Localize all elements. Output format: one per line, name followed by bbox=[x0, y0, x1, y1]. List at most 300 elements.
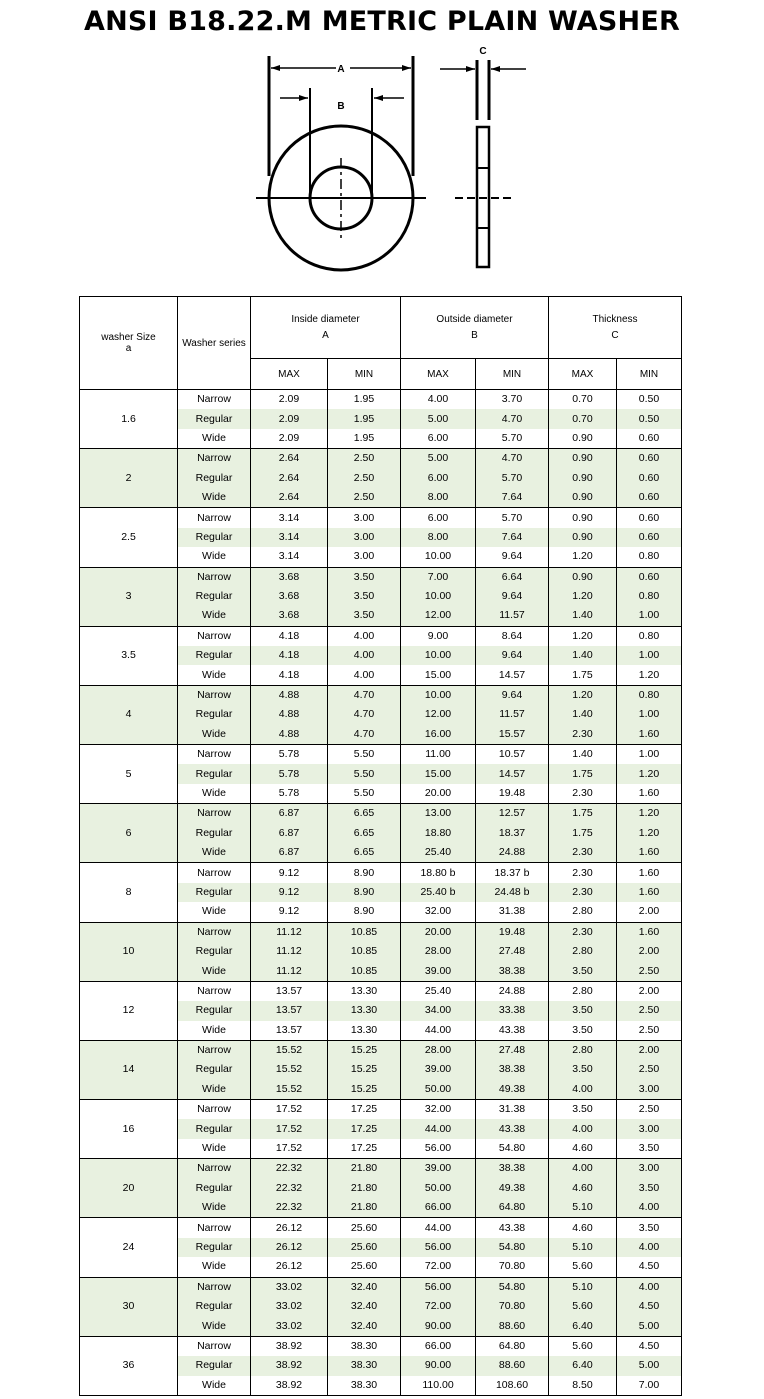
cell-series: Narrow bbox=[178, 449, 251, 469]
cell-series: Wide bbox=[178, 1257, 251, 1277]
cell-thickness-max: 2.30 bbox=[549, 883, 617, 902]
cell-thickness-min: 0.60 bbox=[617, 449, 682, 469]
cell-inside-max: 4.88 bbox=[251, 725, 328, 745]
cell-thickness-max: 3.50 bbox=[549, 1100, 617, 1120]
cell-inside-min: 38.30 bbox=[328, 1356, 401, 1375]
cell-outside-max: 72.00 bbox=[401, 1297, 476, 1316]
cell-series: Regular bbox=[178, 1238, 251, 1257]
header-thickness bbox=[549, 297, 682, 359]
cell-inside-min: 21.80 bbox=[328, 1179, 401, 1198]
cell-thickness-min: 0.80 bbox=[617, 626, 682, 646]
cell-inside-min: 10.85 bbox=[328, 942, 401, 961]
cell-inside-max: 33.02 bbox=[251, 1277, 328, 1297]
cell-thickness-max: 3.50 bbox=[549, 1060, 617, 1079]
cell-inside-min: 15.25 bbox=[328, 1080, 401, 1100]
cell-inside-max: 3.14 bbox=[251, 508, 328, 528]
cell-thickness-max: 1.20 bbox=[549, 587, 617, 606]
cell-outside-max: 10.00 bbox=[401, 685, 476, 705]
cell-series: Wide bbox=[178, 902, 251, 922]
cell-inside-max: 15.52 bbox=[251, 1040, 328, 1060]
cell-inside-min: 4.70 bbox=[328, 685, 401, 705]
cell-series: Regular bbox=[178, 409, 251, 428]
cell-inside-max: 22.32 bbox=[251, 1179, 328, 1198]
cell-inside-max: 17.52 bbox=[251, 1139, 328, 1159]
cell-thickness-max: 1.40 bbox=[549, 606, 617, 626]
cell-thickness-max: 4.00 bbox=[549, 1080, 617, 1100]
cell-outside-max: 56.00 bbox=[401, 1277, 476, 1297]
header-outside-max: MAX bbox=[401, 359, 476, 390]
cell-thickness-min: 0.60 bbox=[617, 429, 682, 449]
cell-outside-max: 7.00 bbox=[401, 567, 476, 587]
cell-thickness-min: 0.60 bbox=[617, 567, 682, 587]
cell-thickness-min: 5.00 bbox=[617, 1316, 682, 1336]
cell-thickness-max: 4.60 bbox=[549, 1218, 617, 1238]
cell-inside-max: 3.14 bbox=[251, 547, 328, 567]
cell-thickness-max: 6.40 bbox=[549, 1316, 617, 1336]
cell-series: Wide bbox=[178, 1139, 251, 1159]
cell-series: Regular bbox=[178, 1060, 251, 1079]
cell-thickness-min: 1.00 bbox=[617, 646, 682, 665]
cell-inside-max: 38.92 bbox=[251, 1336, 328, 1356]
cell-series: Narrow bbox=[178, 1100, 251, 1120]
cell-outside-min: 10.57 bbox=[476, 745, 549, 765]
label-b: B bbox=[337, 101, 345, 112]
cell-inside-min: 25.60 bbox=[328, 1238, 401, 1257]
cell-thickness-min: 1.00 bbox=[617, 606, 682, 626]
cell-thickness-min: 3.50 bbox=[617, 1218, 682, 1238]
cell-outside-max: 39.00 bbox=[401, 1159, 476, 1179]
cell-thickness-min: 4.50 bbox=[617, 1336, 682, 1356]
cell-thickness-min: 2.50 bbox=[617, 961, 682, 981]
cell-outside-max: 32.00 bbox=[401, 1100, 476, 1120]
cell-thickness-max: 1.20 bbox=[549, 626, 617, 646]
cell-inside-max: 9.12 bbox=[251, 883, 328, 902]
cell-outside-max: 50.00 bbox=[401, 1080, 476, 1100]
cell-inside-min: 21.80 bbox=[328, 1159, 401, 1179]
cell-series: Narrow bbox=[178, 1159, 251, 1179]
cell-thickness-max: 0.90 bbox=[549, 488, 617, 508]
cell-series: Regular bbox=[178, 1001, 251, 1020]
cell-thickness-min: 1.00 bbox=[617, 705, 682, 724]
cell-series: Regular bbox=[178, 528, 251, 547]
cell-outside-min: 15.57 bbox=[476, 725, 549, 745]
cell-washer-size: 10 bbox=[80, 922, 178, 981]
cell-outside-max: 5.00 bbox=[401, 409, 476, 428]
cell-inside-min: 32.40 bbox=[328, 1316, 401, 1336]
cell-inside-max: 11.12 bbox=[251, 942, 328, 961]
cell-outside-min: 9.64 bbox=[476, 685, 549, 705]
cell-inside-max: 3.68 bbox=[251, 567, 328, 587]
cell-outside-min: 24.88 bbox=[476, 981, 549, 1001]
table-row bbox=[80, 1277, 682, 1297]
cell-series: Wide bbox=[178, 1198, 251, 1218]
cell-outside-min: 64.80 bbox=[476, 1198, 549, 1218]
cell-outside-max: 10.00 bbox=[401, 547, 476, 567]
cell-inside-min: 13.30 bbox=[328, 1001, 401, 1020]
header-washer-series: Washer series bbox=[178, 297, 251, 390]
cell-outside-max: 39.00 bbox=[401, 1060, 476, 1079]
cell-thickness-max: 1.75 bbox=[549, 824, 617, 843]
cell-outside-max: 39.00 bbox=[401, 961, 476, 981]
cell-outside-min: 14.57 bbox=[476, 665, 549, 685]
cell-outside-max: 15.00 bbox=[401, 665, 476, 685]
cell-inside-max: 2.64 bbox=[251, 488, 328, 508]
cell-series: Regular bbox=[178, 1119, 251, 1138]
cell-thickness-min: 3.00 bbox=[617, 1119, 682, 1138]
header-outside-min: MIN bbox=[476, 359, 549, 390]
cell-series: Wide bbox=[178, 665, 251, 685]
cell-washer-size: 20 bbox=[80, 1159, 178, 1218]
cell-thickness-max: 3.50 bbox=[549, 1001, 617, 1020]
cell-inside-max: 11.12 bbox=[251, 961, 328, 981]
cell-inside-min: 10.85 bbox=[328, 961, 401, 981]
cell-outside-min: 19.48 bbox=[476, 922, 549, 942]
cell-series: Wide bbox=[178, 1021, 251, 1041]
cell-thickness-min: 1.20 bbox=[617, 665, 682, 685]
cell-inside-max: 6.87 bbox=[251, 804, 328, 824]
cell-outside-max: 56.00 bbox=[401, 1238, 476, 1257]
cell-thickness-max: 5.10 bbox=[549, 1238, 617, 1257]
cell-thickness-min: 3.50 bbox=[617, 1139, 682, 1159]
page-title: ANSI B18.22.M METRIC PLAIN WASHER bbox=[84, 6, 680, 37]
table-row bbox=[80, 567, 682, 587]
cell-thickness-min: 7.00 bbox=[617, 1376, 682, 1396]
cell-outside-max: 6.00 bbox=[401, 469, 476, 488]
cell-inside-max: 4.18 bbox=[251, 626, 328, 646]
cell-inside-min: 4.70 bbox=[328, 725, 401, 745]
cell-washer-size: 8 bbox=[80, 863, 178, 922]
cell-outside-min: 14.57 bbox=[476, 764, 549, 783]
cell-inside-min: 4.00 bbox=[328, 646, 401, 665]
cell-outside-max: 18.80 bbox=[401, 824, 476, 843]
cell-inside-min: 8.90 bbox=[328, 902, 401, 922]
cell-series: Narrow bbox=[178, 745, 251, 765]
cell-washer-size: 2 bbox=[80, 449, 178, 508]
cell-outside-min: 9.64 bbox=[476, 587, 549, 606]
cell-outside-max: 90.00 bbox=[401, 1356, 476, 1375]
cell-inside-min: 32.40 bbox=[328, 1297, 401, 1316]
table-row bbox=[80, 685, 682, 705]
cell-thickness-min: 4.50 bbox=[617, 1257, 682, 1277]
cell-thickness-max: 5.60 bbox=[549, 1297, 617, 1316]
cell-thickness-min: 2.50 bbox=[617, 1060, 682, 1079]
cell-series: Narrow bbox=[178, 1336, 251, 1356]
dimension-c bbox=[440, 46, 526, 72]
table-body bbox=[80, 390, 682, 1396]
cell-thickness-min: 1.60 bbox=[617, 843, 682, 863]
cell-outside-max: 44.00 bbox=[401, 1021, 476, 1041]
cell-thickness-max: 0.90 bbox=[549, 528, 617, 547]
cell-outside-max: 25.40 b bbox=[401, 883, 476, 902]
cell-inside-min: 13.30 bbox=[328, 981, 401, 1001]
cell-thickness-min: 2.50 bbox=[617, 1100, 682, 1120]
cell-inside-min: 32.40 bbox=[328, 1277, 401, 1297]
cell-washer-size: 30 bbox=[80, 1277, 178, 1336]
cell-series: Wide bbox=[178, 547, 251, 567]
cell-inside-max: 33.02 bbox=[251, 1316, 328, 1336]
cell-inside-max: 2.09 bbox=[251, 429, 328, 449]
cell-inside-max: 26.12 bbox=[251, 1257, 328, 1277]
cell-inside-min: 17.25 bbox=[328, 1119, 401, 1138]
cell-outside-min: 18.37 bbox=[476, 824, 549, 843]
cell-series: Narrow bbox=[178, 685, 251, 705]
cell-thickness-min: 0.80 bbox=[617, 685, 682, 705]
cell-outside-max: 18.80 b bbox=[401, 863, 476, 883]
cell-outside-max: 50.00 bbox=[401, 1179, 476, 1198]
cell-outside-min: 38.38 bbox=[476, 1159, 549, 1179]
washer-side-view bbox=[455, 60, 515, 267]
cell-thickness-max: 3.50 bbox=[549, 1021, 617, 1041]
cell-series: Wide bbox=[178, 1316, 251, 1336]
cell-thickness-min: 2.00 bbox=[617, 902, 682, 922]
cell-thickness-max: 0.90 bbox=[549, 469, 617, 488]
cell-thickness-min: 1.60 bbox=[617, 784, 682, 804]
header-washer-size-line1: washer Size bbox=[101, 332, 156, 343]
header-thickness-min: MIN bbox=[617, 359, 682, 390]
cell-thickness-max: 1.75 bbox=[549, 764, 617, 783]
header-outside-line1: Outside diameter bbox=[436, 314, 513, 325]
cell-inside-max: 4.18 bbox=[251, 665, 328, 685]
cell-washer-size: 5 bbox=[80, 745, 178, 804]
cell-washer-size: 16 bbox=[80, 1100, 178, 1159]
cell-outside-min: 43.38 bbox=[476, 1119, 549, 1138]
cell-thickness-max: 2.30 bbox=[549, 922, 617, 942]
cell-thickness-min: 3.00 bbox=[617, 1159, 682, 1179]
label-a: A bbox=[337, 64, 345, 75]
cell-thickness-max: 2.30 bbox=[549, 863, 617, 883]
cell-outside-min: 33.38 bbox=[476, 1001, 549, 1020]
cell-series: Narrow bbox=[178, 981, 251, 1001]
cell-outside-min: 108.60 bbox=[476, 1376, 549, 1396]
cell-thickness-min: 1.00 bbox=[617, 745, 682, 765]
cell-outside-max: 20.00 bbox=[401, 922, 476, 942]
cell-thickness-min: 1.60 bbox=[617, 725, 682, 745]
cell-thickness-max: 4.60 bbox=[549, 1179, 617, 1198]
cell-thickness-min: 0.60 bbox=[617, 469, 682, 488]
cell-thickness-min: 0.50 bbox=[617, 409, 682, 428]
cell-thickness-max: 0.70 bbox=[549, 390, 617, 410]
header-inside-max: MAX bbox=[251, 359, 328, 390]
cell-inside-max: 3.68 bbox=[251, 606, 328, 626]
cell-series: Narrow bbox=[178, 1218, 251, 1238]
cell-outside-max: 20.00 bbox=[401, 784, 476, 804]
cell-outside-min: 54.80 bbox=[476, 1139, 549, 1159]
cell-inside-max: 2.64 bbox=[251, 469, 328, 488]
cell-thickness-min: 0.60 bbox=[617, 488, 682, 508]
cell-outside-min: 9.64 bbox=[476, 547, 549, 567]
cell-outside-max: 25.40 bbox=[401, 981, 476, 1001]
cell-series: Regular bbox=[178, 646, 251, 665]
cell-outside-max: 44.00 bbox=[401, 1119, 476, 1138]
cell-thickness-min: 4.00 bbox=[617, 1238, 682, 1257]
cell-series: Wide bbox=[178, 784, 251, 804]
cell-series: Regular bbox=[178, 1179, 251, 1198]
cell-inside-max: 3.68 bbox=[251, 587, 328, 606]
cell-inside-max: 22.32 bbox=[251, 1198, 328, 1218]
cell-outside-min: 5.70 bbox=[476, 429, 549, 449]
cell-inside-min: 17.25 bbox=[328, 1100, 401, 1120]
cell-series: Narrow bbox=[178, 508, 251, 528]
cell-series: Wide bbox=[178, 1376, 251, 1396]
cell-outside-min: 24.88 bbox=[476, 843, 549, 863]
dimension-b bbox=[280, 95, 404, 112]
cell-thickness-min: 1.60 bbox=[617, 883, 682, 902]
cell-inside-min: 4.00 bbox=[328, 665, 401, 685]
cell-outside-max: 8.00 bbox=[401, 488, 476, 508]
cell-thickness-max: 2.80 bbox=[549, 902, 617, 922]
cell-thickness-max: 2.30 bbox=[549, 843, 617, 863]
cell-outside-min: 9.64 bbox=[476, 646, 549, 665]
cell-outside-min: 27.48 bbox=[476, 942, 549, 961]
cell-series: Narrow bbox=[178, 922, 251, 942]
cell-inside-min: 8.90 bbox=[328, 863, 401, 883]
cell-washer-size: 2.5 bbox=[80, 508, 178, 567]
cell-outside-min: 12.57 bbox=[476, 804, 549, 824]
cell-series: Regular bbox=[178, 942, 251, 961]
cell-thickness-max: 2.80 bbox=[549, 981, 617, 1001]
cell-inside-max: 15.52 bbox=[251, 1060, 328, 1079]
cell-outside-max: 110.00 bbox=[401, 1376, 476, 1396]
cell-series: Wide bbox=[178, 1080, 251, 1100]
cell-outside-max: 56.00 bbox=[401, 1139, 476, 1159]
cell-series: Narrow bbox=[178, 626, 251, 646]
cell-thickness-max: 1.40 bbox=[549, 745, 617, 765]
cell-series: Wide bbox=[178, 606, 251, 626]
cell-inside-min: 3.00 bbox=[328, 528, 401, 547]
cell-thickness-max: 1.20 bbox=[549, 547, 617, 567]
cell-thickness-max: 4.60 bbox=[549, 1139, 617, 1159]
cell-thickness-min: 3.00 bbox=[617, 1080, 682, 1100]
cell-inside-min: 38.30 bbox=[328, 1376, 401, 1396]
cell-series: Regular bbox=[178, 469, 251, 488]
header-thickness-max: MAX bbox=[549, 359, 617, 390]
cell-washer-size: 3.5 bbox=[80, 626, 178, 685]
table-row bbox=[80, 1218, 682, 1238]
cell-thickness-min: 0.80 bbox=[617, 547, 682, 567]
table-row bbox=[80, 745, 682, 765]
header-washer-size-line2: a bbox=[125, 343, 132, 354]
table-row bbox=[80, 1040, 682, 1060]
cell-inside-max: 22.32 bbox=[251, 1159, 328, 1179]
cell-series: Wide bbox=[178, 843, 251, 863]
cell-outside-max: 4.00 bbox=[401, 390, 476, 410]
cell-series: Regular bbox=[178, 824, 251, 843]
cell-inside-max: 9.12 bbox=[251, 902, 328, 922]
cell-inside-max: 6.87 bbox=[251, 843, 328, 863]
cell-outside-max: 6.00 bbox=[401, 508, 476, 528]
cell-outside-min: 49.38 bbox=[476, 1080, 549, 1100]
cell-inside-min: 3.50 bbox=[328, 587, 401, 606]
table-row bbox=[80, 626, 682, 646]
table-row bbox=[80, 863, 682, 883]
cell-inside-min: 3.00 bbox=[328, 508, 401, 528]
cell-thickness-max: 5.60 bbox=[549, 1336, 617, 1356]
cell-inside-min: 15.25 bbox=[328, 1060, 401, 1079]
cell-outside-min: 8.64 bbox=[476, 626, 549, 646]
cell-outside-max: 16.00 bbox=[401, 725, 476, 745]
cell-washer-size: 24 bbox=[80, 1218, 178, 1277]
cell-outside-max: 28.00 bbox=[401, 942, 476, 961]
cell-outside-max: 13.00 bbox=[401, 804, 476, 824]
cell-series: Wide bbox=[178, 725, 251, 745]
cell-series: Regular bbox=[178, 705, 251, 724]
cell-thickness-max: 2.80 bbox=[549, 1040, 617, 1060]
cell-inside-max: 13.57 bbox=[251, 1001, 328, 1020]
cell-thickness-max: 5.10 bbox=[549, 1198, 617, 1218]
cell-inside-min: 6.65 bbox=[328, 843, 401, 863]
cell-thickness-min: 1.20 bbox=[617, 824, 682, 843]
cell-series: Narrow bbox=[178, 567, 251, 587]
label-c: C bbox=[479, 46, 487, 57]
cell-thickness-min: 4.50 bbox=[617, 1297, 682, 1316]
cell-thickness-max: 1.75 bbox=[549, 804, 617, 824]
header-outside-diameter bbox=[401, 297, 549, 359]
cell-outside-max: 72.00 bbox=[401, 1257, 476, 1277]
cell-outside-max: 6.00 bbox=[401, 429, 476, 449]
cell-series: Narrow bbox=[178, 1277, 251, 1297]
table-row bbox=[80, 390, 682, 410]
cell-outside-min: 70.80 bbox=[476, 1297, 549, 1316]
cell-outside-min: 19.48 bbox=[476, 784, 549, 804]
cell-inside-min: 3.50 bbox=[328, 606, 401, 626]
cell-inside-min: 3.00 bbox=[328, 547, 401, 567]
cell-inside-min: 4.70 bbox=[328, 705, 401, 724]
cell-series: Regular bbox=[178, 1297, 251, 1316]
cell-thickness-max: 4.00 bbox=[549, 1159, 617, 1179]
header-washer-size bbox=[80, 297, 178, 390]
cell-outside-min: 54.80 bbox=[476, 1277, 549, 1297]
cell-thickness-min: 1.20 bbox=[617, 764, 682, 783]
cell-outside-max: 9.00 bbox=[401, 626, 476, 646]
cell-outside-max: 32.00 bbox=[401, 902, 476, 922]
cell-inside-max: 13.57 bbox=[251, 981, 328, 1001]
cell-inside-max: 13.57 bbox=[251, 1021, 328, 1041]
cell-inside-min: 10.85 bbox=[328, 922, 401, 942]
cell-outside-min: 43.38 bbox=[476, 1021, 549, 1041]
cell-inside-max: 5.78 bbox=[251, 784, 328, 804]
cell-series: Narrow bbox=[178, 1040, 251, 1060]
cell-thickness-min: 2.50 bbox=[617, 1021, 682, 1041]
table-row bbox=[80, 804, 682, 824]
cell-thickness-max: 1.75 bbox=[549, 665, 617, 685]
cell-series: Wide bbox=[178, 488, 251, 508]
cell-thickness-max: 4.00 bbox=[549, 1119, 617, 1138]
table-row bbox=[80, 1100, 682, 1120]
cell-outside-min: 49.38 bbox=[476, 1179, 549, 1198]
cell-inside-min: 6.65 bbox=[328, 824, 401, 843]
cell-washer-size: 6 bbox=[80, 804, 178, 863]
cell-outside-max: 66.00 bbox=[401, 1198, 476, 1218]
cell-washer-size: 36 bbox=[80, 1336, 178, 1395]
cell-series: Narrow bbox=[178, 804, 251, 824]
cell-inside-min: 17.25 bbox=[328, 1139, 401, 1159]
header-inside-min: MIN bbox=[328, 359, 401, 390]
cell-outside-max: 25.40 bbox=[401, 843, 476, 863]
cell-outside-min: 31.38 bbox=[476, 1100, 549, 1120]
cell-outside-min: 11.57 bbox=[476, 705, 549, 724]
cell-thickness-min: 1.60 bbox=[617, 922, 682, 942]
cell-outside-min: 3.70 bbox=[476, 390, 549, 410]
cell-inside-max: 4.18 bbox=[251, 646, 328, 665]
cell-washer-size: 4 bbox=[80, 685, 178, 744]
cell-outside-min: 7.64 bbox=[476, 528, 549, 547]
cell-washer-size: 3 bbox=[80, 567, 178, 626]
cell-series: Wide bbox=[178, 429, 251, 449]
cell-outside-min: 43.38 bbox=[476, 1218, 549, 1238]
cell-inside-min: 21.80 bbox=[328, 1198, 401, 1218]
cell-series: Narrow bbox=[178, 863, 251, 883]
cell-inside-min: 13.30 bbox=[328, 1021, 401, 1041]
